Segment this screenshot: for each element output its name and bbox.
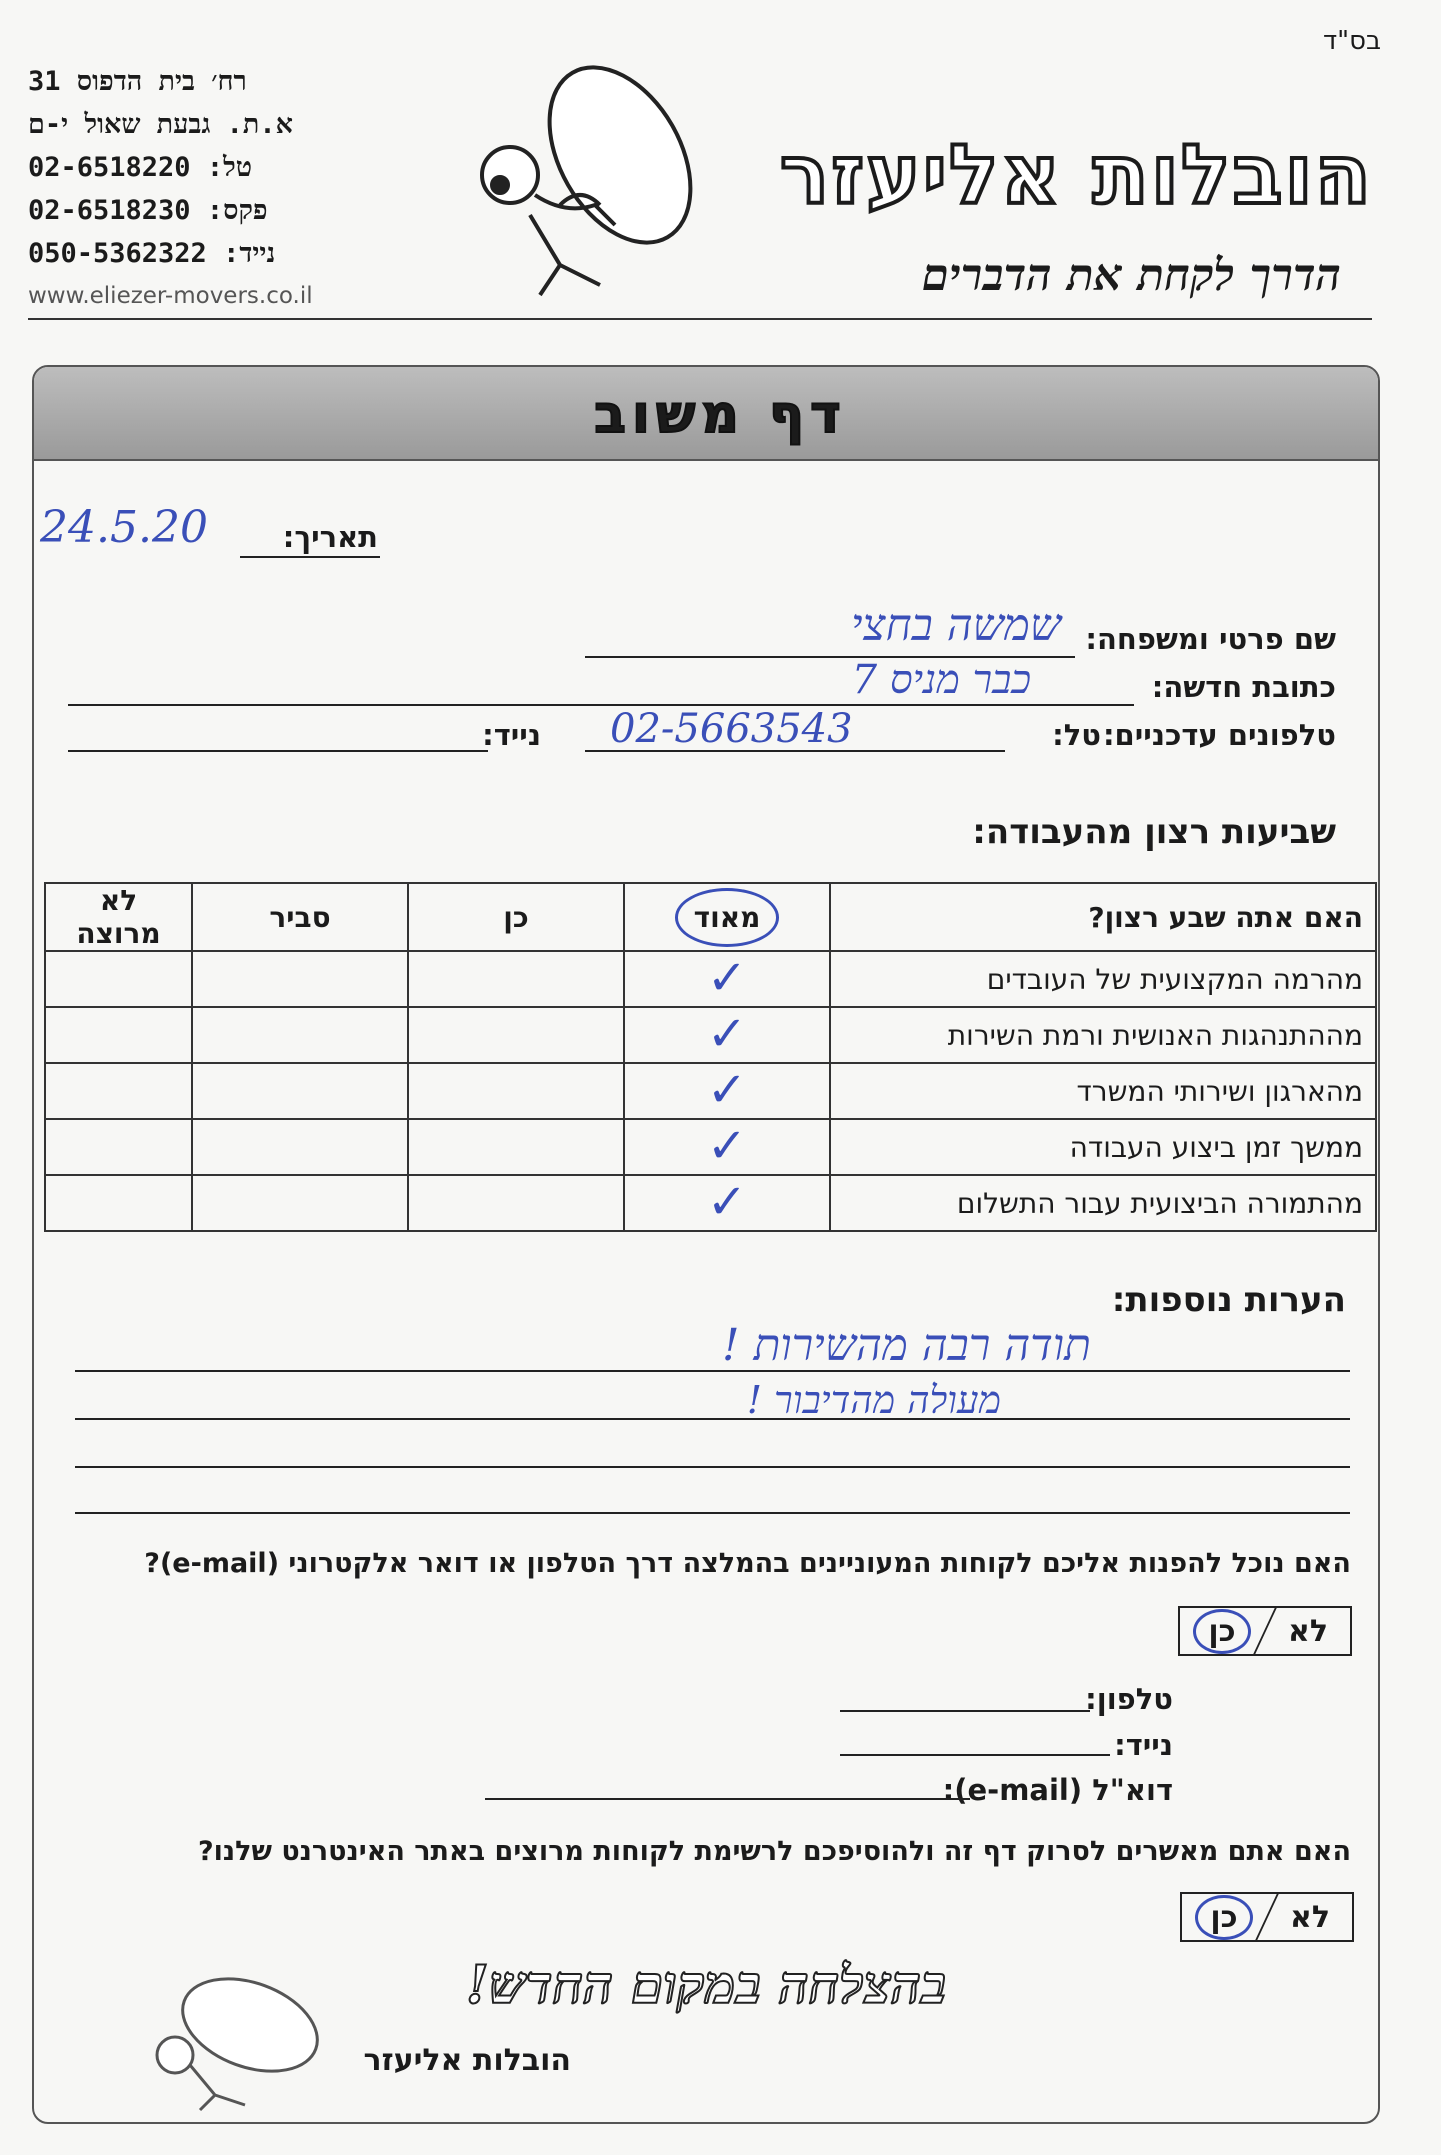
very-cell[interactable] [624,1007,830,1063]
col-question: האם אתה שבע רצון? [830,883,1376,951]
referral-phone-label: טלפון: [1085,1682,1173,1716]
row-question: מהארגון ושירותי המשרד [830,1063,1376,1119]
mobile-number: 050-5362322 [28,238,207,269]
address-value[interactable]: כבר מניס 7 [851,657,1031,703]
form-title: דף משוב [594,385,847,445]
fax-label: פקס: [206,195,268,226]
mobile-label: נייד: [223,238,276,269]
col-yes: כן [408,883,624,951]
website-yes-circle: כן [1195,1895,1252,1940]
row-question: ממשך זמן ביצוע העבודה [830,1119,1376,1175]
row-question: מהתמורה הביצועית עבור התשלום [830,1175,1376,1231]
contact-block [28,60,348,318]
check-mark-icon: ✓ [706,1173,748,1230]
table-header-row [45,883,1376,951]
not-satisfied-cell[interactable] [45,1175,192,1231]
name-label: שם פרטי ומשפחה: [1085,622,1336,656]
referral-email-line[interactable] [485,1798,970,1800]
very-cell[interactable] [624,1063,830,1119]
date-label: תאריך: [282,520,378,554]
brand-slogan: הדרך לקחת את הדברים [921,250,1341,301]
address-label: כתובת חדשה: [1151,670,1336,704]
phones-mobile-line [68,750,488,752]
phones-tel-value[interactable]: 02-5663543 [610,706,853,752]
mobile-row [28,232,348,275]
address-line-1: רח׳ בית הדפוס 31 [28,66,247,97]
phones-tel-label: טל: [1052,718,1101,752]
referral-mobile-line[interactable] [840,1754,1110,1756]
address-line [68,704,1134,706]
tel-number: 02-6518220 [28,152,191,183]
check-mark-icon: ✓ [706,1005,748,1062]
yes-cell[interactable] [408,1175,624,1231]
reasonable-cell[interactable] [192,1175,408,1231]
phones-mobile-label: נייד: [482,718,541,752]
referral-question: האם נוכל להפנות אליכם לקוחות המעוניינים בהמלצה דרך הטלפון או דואר אלקטרוני (e-mail)? [144,1548,1351,1579]
header-divider [28,318,1372,320]
check-mark-icon: ✓ [706,1117,748,1174]
comment-handwritten-1[interactable]: תודה רבה מהשירות ! [721,1320,1091,1371]
very-cell[interactable] [624,1175,830,1231]
not-satisfied-cell[interactable] [45,1119,192,1175]
not-satisfied-cell[interactable] [45,951,192,1007]
fax-number: 02-6518230 [28,195,191,226]
reasonable-cell[interactable] [192,1007,408,1063]
not-satisfied-cell[interactable] [45,1007,192,1063]
very-circled-mark: מאוד [675,888,780,947]
very-cell[interactable] [624,951,830,1007]
yes-cell[interactable] [408,1007,624,1063]
comment-line-2 [75,1418,1350,1420]
tel-label: טל: [206,152,253,183]
satisfaction-table [44,882,1377,1232]
footer-company: הובלות אליעזר [363,2043,571,2078]
website-link: www.eliezer-movers.co.il [28,283,313,309]
fax-row [28,189,348,232]
col-not-satisfied: לא מרוצה [45,883,192,951]
yes-cell[interactable] [408,1063,624,1119]
referral-yes-no-box [1178,1606,1352,1656]
comment-line-4 [75,1512,1350,1514]
bsd-mark: בס"ד [1322,26,1381,56]
reasonable-cell[interactable] [192,951,408,1007]
referral-mobile-label: נייד: [1114,1728,1173,1762]
footer-wish: בהצלחה במקום החדש! [465,1955,946,2016]
phones-label: טלפונים עדכניים: [1102,718,1336,752]
date-value[interactable]: 24.5.20 [40,502,208,553]
table-row [45,1119,1376,1175]
referral-email-label: דוא"ל (e-mail): [942,1773,1173,1807]
brand-name: הובלות אליעזר [779,128,1373,223]
reasonable-cell[interactable] [192,1063,408,1119]
col-very [624,883,830,951]
yes-cell[interactable] [408,951,624,1007]
comments-heading: הערות נוספות: [1111,1280,1346,1320]
table-row [45,1007,1376,1063]
col-reasonable: סביר [192,883,408,951]
referral-yes-option[interactable] [1180,1614,1264,1649]
address-line-2: א.ת. גבעת שאול י-ם [28,109,293,140]
date-line [240,556,380,558]
referral-yes-circle: כן [1193,1609,1250,1654]
comment-line-3 [75,1466,1350,1468]
table-row [45,951,1376,1007]
name-value[interactable]: שמשה בחצי [851,600,1061,651]
footer-mascot-logo [130,1965,330,2115]
table-row [45,1175,1376,1231]
not-satisfied-cell[interactable] [45,1063,192,1119]
comment-handwritten-2[interactable]: מעולה מהדיבור ! [746,1378,1001,1422]
yes-cell[interactable] [408,1119,624,1175]
tel-row [28,146,348,189]
website-no-option[interactable]: לא [1290,1899,1330,1935]
website-consent-question: האם אתם מאשרים לסרוק דף זה ולהוסיפכם לרשימת לקוחות מרוצים באתר האינטרנט שלנו? [197,1836,1351,1867]
table-row [45,1063,1376,1119]
check-mark-icon: ✓ [706,949,748,1006]
row-question: מהרמה המקצועית של העובדים [830,951,1376,1007]
website-yes-option[interactable] [1182,1900,1266,1935]
comment-line-1 [75,1370,1350,1372]
referral-phone-line[interactable] [840,1710,1090,1712]
row-question: מההתנהגות האנושית ורמת השירות [830,1007,1376,1063]
website-yes-no-box [1180,1892,1354,1942]
reasonable-cell[interactable] [192,1119,408,1175]
check-mark-icon: ✓ [706,1061,748,1118]
mover-mascot-logo [440,55,740,315]
satisfaction-heading: שביעות רצון מהעבודה: [972,812,1336,852]
very-cell[interactable] [624,1119,830,1175]
referral-no-option[interactable]: לא [1288,1613,1328,1649]
